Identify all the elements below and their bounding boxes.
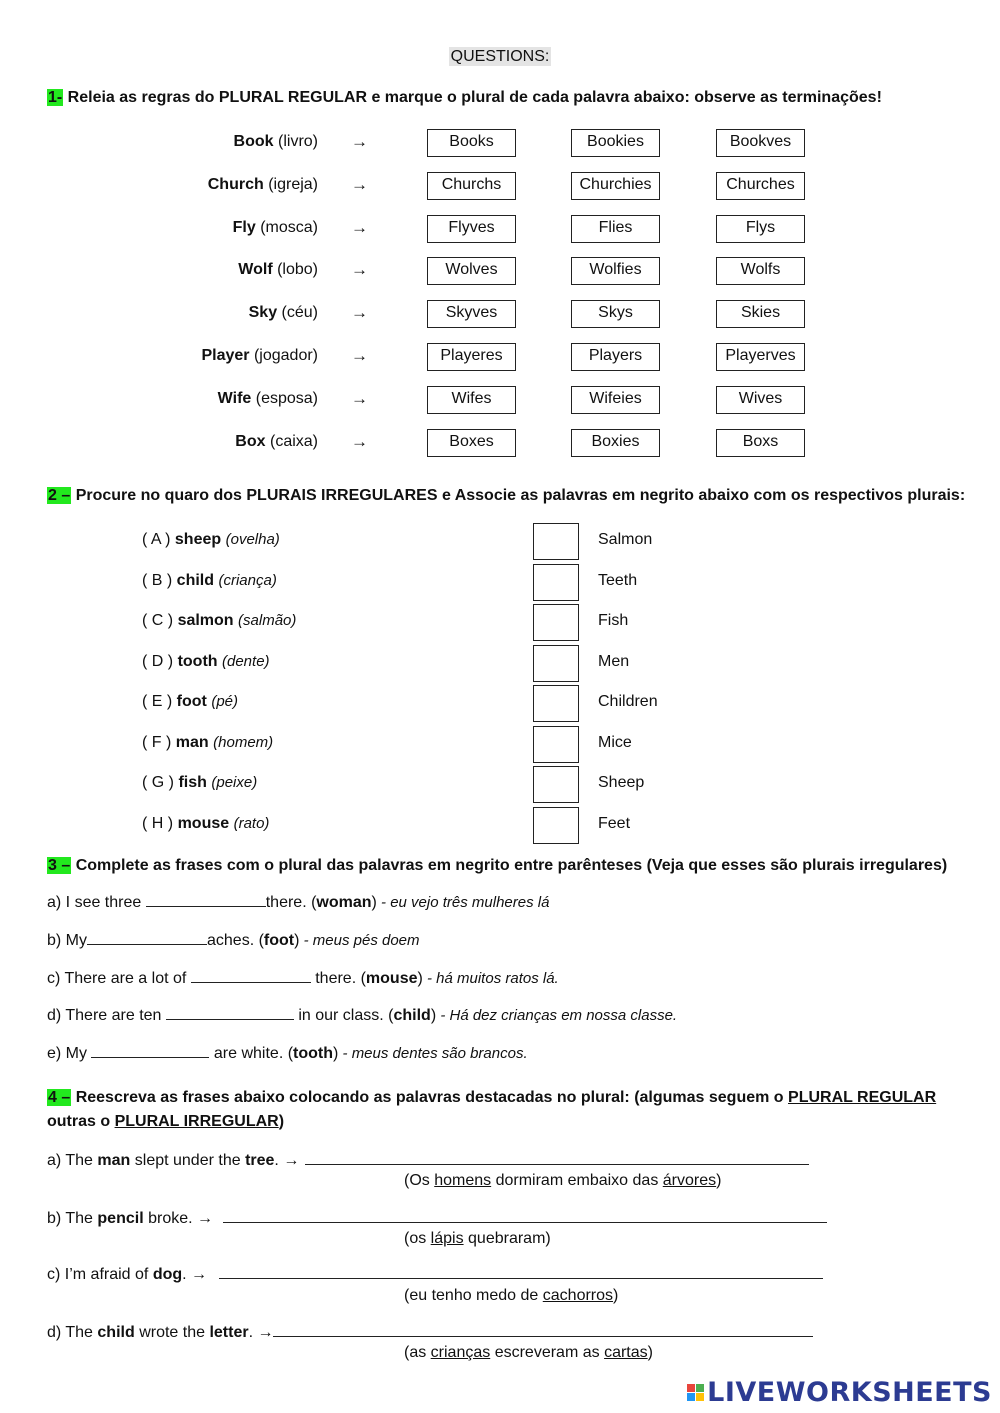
- q1-option-box[interactable]: Wifes: [427, 386, 516, 414]
- q4-translation-b: (os lápis quebraram): [404, 1230, 551, 1247]
- q2-answer-box[interactable]: [533, 645, 579, 682]
- q3-sentence: e) My are white. (tooth) - meus dentes são brancos.: [47, 1045, 528, 1063]
- q1-row: [0, 386, 1000, 416]
- q2-instruction: Procure no quaro dos PLURAIS IRREGULARES e Associe as palavras em negrito abaixo com os respectivos plurais:: [71, 487, 966, 504]
- q4-sentence-c: c) I’m afraid of dog. →: [47, 1264, 823, 1284]
- q2-plural-option: Sheep: [598, 774, 645, 791]
- logo-square: [696, 1393, 704, 1401]
- arrow-right-icon: →: [351, 132, 368, 151]
- q1-row: [0, 257, 1000, 287]
- q1-word: Fly (mosca): [232, 218, 318, 236]
- q2-plural-option: Mice: [598, 733, 632, 751]
- q2-word-item: ( A ) sheep (ovelha): [142, 531, 280, 548]
- q4-answer-blank-a[interactable]: [305, 1150, 809, 1165]
- q4-sentence-a: a) The man slept under the tree. →: [47, 1150, 809, 1170]
- q4-translation-c: (eu tenho medo de cachorros): [404, 1287, 619, 1304]
- q1-option-box[interactable]: Players: [571, 343, 660, 371]
- q4-answer-blank-c[interactable]: [219, 1264, 823, 1279]
- q1-option-box[interactable]: Books: [427, 129, 516, 157]
- q1-option-box[interactable]: Wives: [716, 386, 805, 414]
- q1-word: Book (livro): [233, 133, 318, 150]
- q2-answer-box[interactable]: [533, 726, 579, 763]
- q2-plural-option: Men: [598, 652, 630, 670]
- q3-answer-blank[interactable]: [166, 1005, 294, 1020]
- logo-text: LIVEWORKSHEETS: [707, 1377, 992, 1408]
- q1-option-box[interactable]: Wolves: [427, 257, 516, 285]
- q1-option-box[interactable]: Flies: [571, 215, 660, 243]
- q1-option-box[interactable]: Bookies: [571, 129, 660, 157]
- q1-option-box[interactable]: Bookves: [716, 129, 805, 157]
- q1-word: Church (igreja): [207, 175, 318, 193]
- q2-plural-option: Children: [598, 693, 658, 710]
- q2-word-item: ( D ) tooth (dente): [142, 652, 270, 670]
- q4-answer-blank-b[interactable]: [223, 1208, 827, 1223]
- q3-answer-blank[interactable]: [146, 892, 266, 907]
- q1-word: Box (caixa): [235, 432, 318, 450]
- q2-plural-option: Fish: [598, 612, 629, 629]
- q1-option-box[interactable]: Boxs: [716, 429, 805, 457]
- arrow-right-icon: →: [351, 260, 368, 280]
- q1-heading: [47, 86, 882, 110]
- q1-option-box[interactable]: Wolfs: [716, 257, 805, 285]
- q4-regular-label: PLURAL REGULAR: [788, 1089, 937, 1106]
- q4-translation-a: (Os homens dormiram embaixo das árvores): [404, 1172, 722, 1189]
- q1-row: [0, 215, 1000, 245]
- q4-sentence-b: b) The pencil broke. →: [47, 1208, 827, 1228]
- q1-option-box[interactable]: Playeres: [427, 343, 516, 371]
- q1-row: [0, 300, 1000, 330]
- q1-option-box[interactable]: Flys: [716, 215, 805, 243]
- q2-plural-option: Feet: [598, 814, 631, 832]
- q1-option-box[interactable]: Churchs: [427, 172, 516, 200]
- arrow-right-icon: →: [351, 346, 368, 365]
- q1-number: 1-: [48, 89, 63, 106]
- q4-heading: [47, 1086, 947, 1134]
- q1-row: [0, 343, 1000, 373]
- q2-number: 2 –: [48, 487, 71, 504]
- q1-option-box[interactable]: Flyves: [427, 215, 516, 243]
- logo-square: [687, 1393, 695, 1401]
- q1-option-box[interactable]: Churchies: [571, 172, 660, 200]
- arrow-right-icon: →: [351, 217, 368, 237]
- q3-instruction: Complete as frases com o plural das palavras em negrito entre parênteses (Veja que esses são plurais irregulares): [71, 857, 948, 874]
- q4-instruction-b: outras o: [47, 1113, 115, 1130]
- q2-word-item: ( C ) salmon (salmão): [142, 612, 297, 629]
- q2-word-item: ( G ) fish (peixe): [142, 774, 258, 791]
- q3-sentence: a) I see three there. (woman) - eu vejo três mulheres lá: [47, 894, 550, 911]
- logo-square: [687, 1384, 695, 1392]
- q3-sentence: c) There are a lot of there. (mouse) - há muitos ratos lá.: [47, 969, 559, 987]
- q1-word: Wife (esposa): [217, 389, 318, 407]
- q1-row: [0, 172, 1000, 202]
- arrow-right-icon: →: [351, 388, 368, 408]
- q1-option-box[interactable]: Skys: [571, 300, 660, 328]
- arrow-right-icon: →: [351, 431, 368, 451]
- q3-number: 3 –: [48, 857, 71, 874]
- q1-option-box[interactable]: Skies: [716, 300, 805, 328]
- q4-number: 4 –: [48, 1089, 71, 1106]
- liveworksheets-logo: [687, 1377, 992, 1408]
- q4-instruction-c: ): [278, 1113, 285, 1130]
- q3-sentence: d) There are ten in our class. (child) - Há dez crianças em nossa classe.: [47, 1007, 678, 1025]
- q1-row: [0, 129, 1000, 159]
- q1-option-box[interactable]: Skyves: [427, 300, 516, 328]
- q1-word: Wolf (lobo): [238, 261, 318, 279]
- q3-answer-blank[interactable]: [87, 930, 207, 945]
- q2-answer-box[interactable]: [533, 564, 579, 601]
- worksheet-title: QUESTIONS:: [450, 48, 550, 65]
- q3-sentence: b) My aches. (foot) - meus pés doem: [47, 931, 420, 949]
- q2-word-item: ( E ) foot (pé): [142, 693, 239, 710]
- q1-option-box[interactable]: Boxies: [571, 429, 660, 457]
- q1-option-box[interactable]: Wifeies: [571, 386, 660, 414]
- q2-answer-box[interactable]: [533, 523, 579, 560]
- arrow-right-icon: →: [351, 174, 368, 194]
- q2-plural-option: Salmon: [598, 531, 653, 548]
- q1-option-box[interactable]: Playerves: [716, 343, 805, 371]
- q2-answer-box[interactable]: [533, 685, 579, 722]
- q1-word: Sky (céu): [248, 304, 318, 322]
- q2-answer-box[interactable]: [533, 604, 579, 641]
- q1-option-box[interactable]: Churches: [716, 172, 805, 200]
- q1-option-box[interactable]: Wolfies: [571, 257, 660, 285]
- q3-heading: [47, 854, 947, 878]
- q4-translation-d: (as crianças escreveram as cartas): [404, 1344, 653, 1361]
- q2-word-item: ( F ) man (homem): [142, 733, 274, 751]
- q4-irregular-label: PLURAL IRREGULAR: [114, 1113, 279, 1130]
- logo-square: [696, 1384, 704, 1392]
- logo-icon: [687, 1384, 704, 1401]
- q2-heading: [47, 484, 965, 508]
- q2-answer-box[interactable]: [533, 766, 579, 803]
- q2-plural-option: Teeth: [598, 571, 638, 589]
- q1-option-box[interactable]: Boxes: [427, 429, 516, 457]
- q2-word-item: ( B ) child (criança): [142, 571, 277, 589]
- q3-answer-blank[interactable]: [191, 968, 311, 983]
- q4-instruction-a: Reescreva as frases abaixo colocando as palavras destacadas no plural: (algumas seguem o: [71, 1089, 789, 1106]
- q1-instruction: Releia as regras do PLURAL REGULAR e marque o plural de cada palavra abaixo: observe as terminações!: [63, 89, 882, 106]
- q3-answer-blank[interactable]: [91, 1043, 209, 1058]
- q1-row: [0, 429, 1000, 459]
- q2-answer-box[interactable]: [533, 807, 579, 844]
- q1-word: Player (jogador): [201, 347, 318, 364]
- arrow-right-icon: →: [351, 303, 368, 323]
- q4-answer-blank-d[interactable]: [273, 1322, 813, 1337]
- q4-sentence-d: d) The child wrote the letter. →: [47, 1322, 813, 1342]
- q2-word-item: ( H ) mouse (rato): [142, 814, 270, 832]
